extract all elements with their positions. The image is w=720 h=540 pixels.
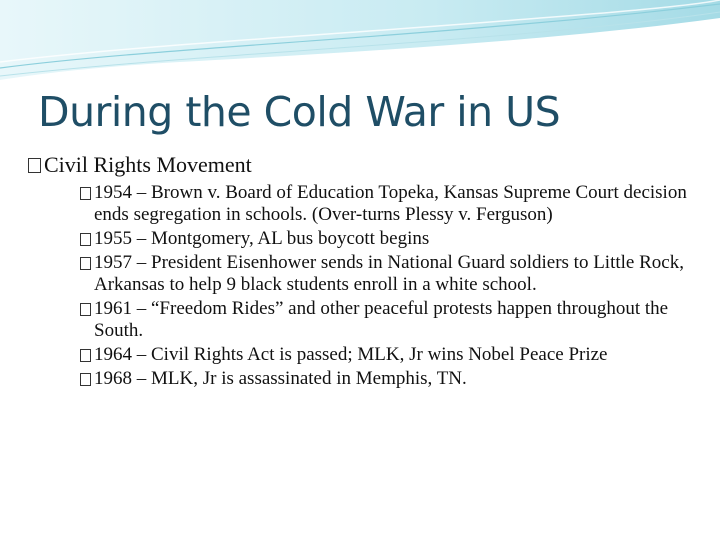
event-list [28, 182, 688, 390]
list-item [28, 252, 688, 296]
bullet-icon [80, 303, 91, 316]
section-heading [28, 152, 688, 178]
bullet-icon [80, 233, 91, 246]
list-item-text: 1964 – Civil Rights Act is passed; MLK, Jr wins Nobel Peace Prize [94, 344, 608, 365]
list-item [28, 368, 688, 390]
bullet-icon [80, 187, 91, 200]
bullet-icon [80, 373, 91, 386]
bullet-icon [80, 257, 91, 270]
slide-content [28, 152, 688, 392]
list-item [28, 182, 688, 226]
list-item-text: 1961 – “Freedom Rides” and other peaceful protests happen throughout the South. [94, 298, 669, 341]
bullet-icon [80, 349, 91, 362]
list-item-text: 1968 – MLK, Jr is assassinated in Memphis, TN. [94, 368, 467, 389]
list-item-text: 1954 – Brown v. Board of Education Topeka, Kansas Supreme Court decision ends segregation in schools. (Over-turns Plessy v. Ferguson) [94, 182, 687, 225]
decorative-wave-banner [0, 0, 720, 90]
list-item [28, 344, 688, 366]
section-heading-text: Civil Rights Movement [44, 152, 252, 177]
list-item [28, 298, 688, 342]
list-item-text: 1957 – President Eisenhower sends in National Guard soldiers to Little Rock, Arkansas to help 9 black students enroll in a white school. [94, 252, 684, 295]
list-item [28, 228, 688, 250]
bullet-icon [28, 158, 41, 173]
list-item-text: 1955 – Montgomery, AL bus boycott begins [94, 228, 430, 249]
slide-title: During the Cold War in US [38, 88, 561, 136]
